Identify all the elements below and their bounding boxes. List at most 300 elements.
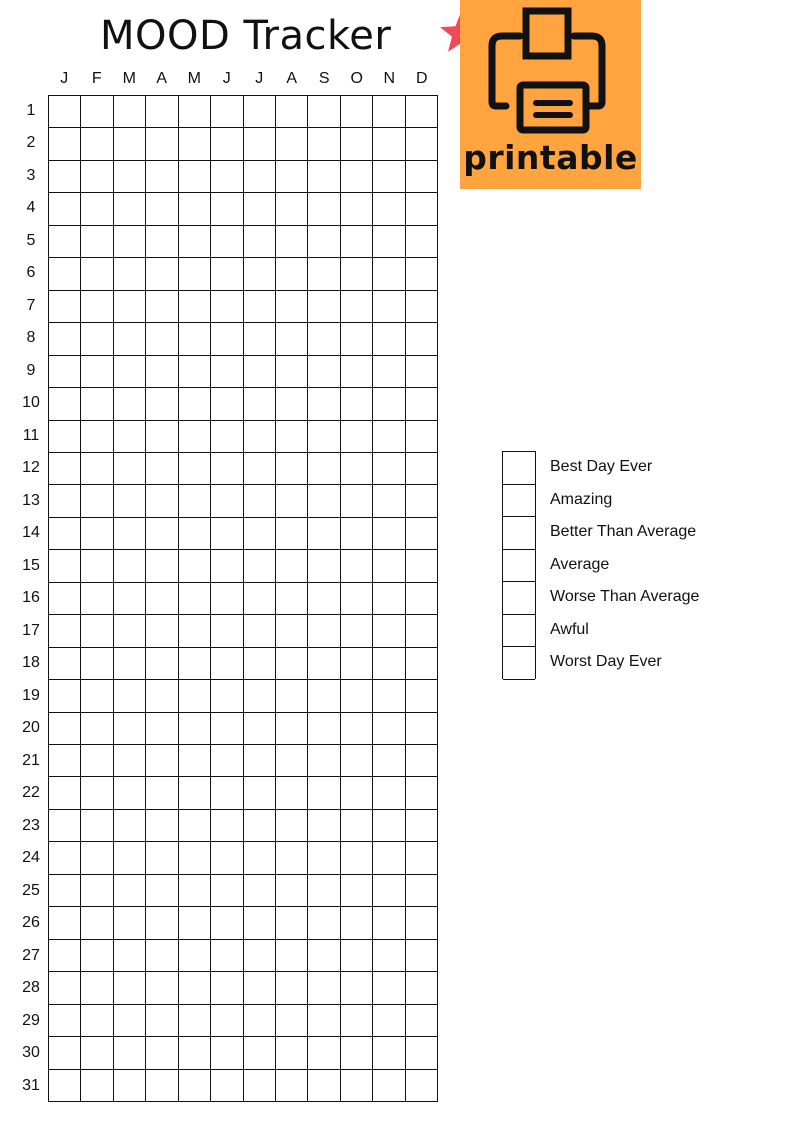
mood-cell[interactable]: [276, 96, 308, 128]
mood-cell[interactable]: [179, 648, 211, 680]
mood-cell[interactable]: [406, 842, 438, 874]
mood-cell[interactable]: [406, 226, 438, 258]
mood-cell[interactable]: [179, 323, 211, 355]
mood-cell[interactable]: [49, 128, 81, 160]
mood-cell[interactable]: [341, 421, 373, 453]
mood-cell[interactable]: [308, 907, 340, 939]
mood-cell[interactable]: [114, 1037, 146, 1069]
mood-cell[interactable]: [114, 193, 146, 225]
mood-cell[interactable]: [373, 907, 405, 939]
mood-cell[interactable]: [49, 258, 81, 290]
mood-cell[interactable]: [341, 518, 373, 550]
mood-cell[interactable]: [308, 680, 340, 712]
mood-cell[interactable]: [146, 485, 178, 517]
mood-cell[interactable]: [244, 550, 276, 582]
mood-cell[interactable]: [49, 1005, 81, 1037]
mood-cell[interactable]: [146, 453, 178, 485]
legend-color-box[interactable]: [503, 452, 535, 485]
mood-cell[interactable]: [114, 161, 146, 193]
mood-cell[interactable]: [308, 291, 340, 323]
mood-cell[interactable]: [276, 323, 308, 355]
mood-cell[interactable]: [406, 96, 438, 128]
mood-cell[interactable]: [49, 291, 81, 323]
mood-cell[interactable]: [114, 875, 146, 907]
mood-cell[interactable]: [276, 972, 308, 1004]
mood-cell[interactable]: [406, 291, 438, 323]
mood-cell[interactable]: [406, 1037, 438, 1069]
mood-cell[interactable]: [244, 226, 276, 258]
mood-cell[interactable]: [276, 940, 308, 972]
mood-cell[interactable]: [406, 875, 438, 907]
mood-cell[interactable]: [276, 550, 308, 582]
mood-cell[interactable]: [373, 713, 405, 745]
mood-cell[interactable]: [276, 680, 308, 712]
mood-cell[interactable]: [49, 453, 81, 485]
mood-cell[interactable]: [81, 940, 113, 972]
mood-cell[interactable]: [211, 453, 243, 485]
mood-cell[interactable]: [211, 518, 243, 550]
mood-cell[interactable]: [179, 810, 211, 842]
mood-cell[interactable]: [81, 356, 113, 388]
mood-cell[interactable]: [114, 745, 146, 777]
mood-cell[interactable]: [146, 128, 178, 160]
mood-cell[interactable]: [114, 810, 146, 842]
mood-cell[interactable]: [406, 1070, 438, 1102]
mood-cell[interactable]: [308, 193, 340, 225]
mood-cell[interactable]: [341, 1037, 373, 1069]
mood-cell[interactable]: [211, 323, 243, 355]
mood-cell[interactable]: [114, 713, 146, 745]
mood-cell[interactable]: [406, 940, 438, 972]
mood-cell[interactable]: [211, 258, 243, 290]
mood-cell[interactable]: [406, 258, 438, 290]
mood-cell[interactable]: [276, 713, 308, 745]
mood-cell[interactable]: [308, 356, 340, 388]
mood-cell[interactable]: [179, 745, 211, 777]
mood-cell[interactable]: [341, 485, 373, 517]
mood-cell[interactable]: [146, 161, 178, 193]
mood-cell[interactable]: [49, 518, 81, 550]
mood-cell[interactable]: [276, 291, 308, 323]
mood-cell[interactable]: [244, 1037, 276, 1069]
mood-cell[interactable]: [81, 745, 113, 777]
mood-cell[interactable]: [114, 226, 146, 258]
mood-cell[interactable]: [49, 161, 81, 193]
mood-cell[interactable]: [179, 388, 211, 420]
mood-cell[interactable]: [308, 323, 340, 355]
mood-cell[interactable]: [341, 96, 373, 128]
mood-cell[interactable]: [373, 96, 405, 128]
mood-cell[interactable]: [81, 583, 113, 615]
mood-cell[interactable]: [244, 356, 276, 388]
mood-cell[interactable]: [179, 842, 211, 874]
legend-color-box[interactable]: [503, 582, 535, 615]
mood-cell[interactable]: [341, 1005, 373, 1037]
mood-cell[interactable]: [146, 842, 178, 874]
mood-cell[interactable]: [49, 810, 81, 842]
mood-cell[interactable]: [308, 875, 340, 907]
mood-cell[interactable]: [211, 713, 243, 745]
mood-cell[interactable]: [308, 226, 340, 258]
mood-cell[interactable]: [81, 777, 113, 809]
mood-cell[interactable]: [341, 648, 373, 680]
mood-cell[interactable]: [341, 550, 373, 582]
mood-cell[interactable]: [81, 161, 113, 193]
mood-cell[interactable]: [308, 810, 340, 842]
mood-cell[interactable]: [406, 777, 438, 809]
mood-cell[interactable]: [179, 291, 211, 323]
mood-cell[interactable]: [49, 226, 81, 258]
legend-color-box[interactable]: [503, 615, 535, 648]
mood-cell[interactable]: [373, 810, 405, 842]
mood-cell[interactable]: [276, 388, 308, 420]
mood-cell[interactable]: [406, 485, 438, 517]
mood-cell[interactable]: [308, 583, 340, 615]
mood-cell[interactable]: [146, 777, 178, 809]
mood-cell[interactable]: [244, 518, 276, 550]
mood-cell[interactable]: [244, 777, 276, 809]
mood-cell[interactable]: [308, 1037, 340, 1069]
mood-cell[interactable]: [308, 96, 340, 128]
mood-cell[interactable]: [308, 518, 340, 550]
mood-cell[interactable]: [373, 875, 405, 907]
mood-cell[interactable]: [373, 1070, 405, 1102]
mood-cell[interactable]: [179, 680, 211, 712]
mood-cell[interactable]: [373, 128, 405, 160]
mood-cell[interactable]: [406, 421, 438, 453]
mood-cell[interactable]: [406, 745, 438, 777]
mood-cell[interactable]: [81, 648, 113, 680]
mood-cell[interactable]: [276, 777, 308, 809]
mood-cell[interactable]: [179, 550, 211, 582]
mood-cell[interactable]: [211, 777, 243, 809]
mood-cell[interactable]: [373, 226, 405, 258]
mood-cell[interactable]: [146, 1005, 178, 1037]
mood-cell[interactable]: [179, 356, 211, 388]
mood-cell[interactable]: [406, 323, 438, 355]
mood-cell[interactable]: [81, 972, 113, 1004]
mood-cell[interactable]: [146, 518, 178, 550]
mood-cell[interactable]: [179, 777, 211, 809]
mood-cell[interactable]: [211, 972, 243, 1004]
mood-cell[interactable]: [341, 1070, 373, 1102]
mood-cell[interactable]: [373, 745, 405, 777]
mood-cell[interactable]: [308, 940, 340, 972]
legend-color-box[interactable]: [503, 517, 535, 550]
mood-cell[interactable]: [308, 648, 340, 680]
mood-cell[interactable]: [211, 842, 243, 874]
mood-cell[interactable]: [373, 485, 405, 517]
mood-cell[interactable]: [179, 615, 211, 647]
mood-cell[interactable]: [373, 161, 405, 193]
mood-cell[interactable]: [114, 518, 146, 550]
mood-cell[interactable]: [244, 648, 276, 680]
mood-cell[interactable]: [179, 972, 211, 1004]
mood-cell[interactable]: [373, 291, 405, 323]
mood-cell[interactable]: [276, 161, 308, 193]
mood-cell[interactable]: [146, 713, 178, 745]
mood-cell[interactable]: [341, 810, 373, 842]
mood-cell[interactable]: [211, 940, 243, 972]
mood-cell[interactable]: [114, 421, 146, 453]
mood-cell[interactable]: [146, 810, 178, 842]
mood-cell[interactable]: [308, 161, 340, 193]
mood-cell[interactable]: [179, 713, 211, 745]
mood-cell[interactable]: [308, 388, 340, 420]
mood-cell[interactable]: [49, 1070, 81, 1102]
mood-cell[interactable]: [244, 907, 276, 939]
mood-cell[interactable]: [341, 323, 373, 355]
mood-cell[interactable]: [341, 388, 373, 420]
legend-color-box[interactable]: [503, 485, 535, 518]
mood-cell[interactable]: [114, 940, 146, 972]
mood-cell[interactable]: [114, 907, 146, 939]
mood-cell[interactable]: [114, 615, 146, 647]
mood-cell[interactable]: [244, 680, 276, 712]
mood-cell[interactable]: [81, 96, 113, 128]
mood-cell[interactable]: [211, 875, 243, 907]
mood-cell[interactable]: [211, 550, 243, 582]
mood-cell[interactable]: [341, 745, 373, 777]
mood-cell[interactable]: [114, 1070, 146, 1102]
mood-cell[interactable]: [179, 226, 211, 258]
mood-cell[interactable]: [49, 615, 81, 647]
mood-cell[interactable]: [81, 421, 113, 453]
mood-cell[interactable]: [49, 745, 81, 777]
mood-cell[interactable]: [276, 1005, 308, 1037]
mood-cell[interactable]: [308, 615, 340, 647]
mood-cell[interactable]: [81, 453, 113, 485]
mood-cell[interactable]: [373, 615, 405, 647]
mood-cell[interactable]: [81, 518, 113, 550]
mood-cell[interactable]: [146, 193, 178, 225]
mood-cell[interactable]: [49, 907, 81, 939]
mood-cell[interactable]: [244, 258, 276, 290]
mood-cell[interactable]: [49, 550, 81, 582]
mood-cell[interactable]: [179, 1070, 211, 1102]
mood-cell[interactable]: [406, 713, 438, 745]
mood-cell[interactable]: [244, 972, 276, 1004]
mood-cell[interactable]: [114, 258, 146, 290]
mood-cell[interactable]: [146, 648, 178, 680]
mood-cell[interactable]: [276, 226, 308, 258]
mood-cell[interactable]: [406, 550, 438, 582]
mood-cell[interactable]: [276, 453, 308, 485]
mood-cell[interactable]: [211, 810, 243, 842]
mood-cell[interactable]: [81, 485, 113, 517]
mood-cell[interactable]: [146, 258, 178, 290]
mood-cell[interactable]: [114, 485, 146, 517]
mood-cell[interactable]: [308, 258, 340, 290]
mood-cell[interactable]: [49, 875, 81, 907]
mood-cell[interactable]: [81, 713, 113, 745]
mood-cell[interactable]: [146, 745, 178, 777]
mood-cell[interactable]: [308, 842, 340, 874]
mood-cell[interactable]: [114, 128, 146, 160]
mood-cell[interactable]: [49, 583, 81, 615]
mood-cell[interactable]: [211, 1005, 243, 1037]
mood-cell[interactable]: [211, 745, 243, 777]
mood-cell[interactable]: [276, 875, 308, 907]
mood-cell[interactable]: [341, 161, 373, 193]
mood-cell[interactable]: [276, 745, 308, 777]
mood-cell[interactable]: [49, 940, 81, 972]
mood-cell[interactable]: [406, 518, 438, 550]
mood-cell[interactable]: [341, 940, 373, 972]
mood-cell[interactable]: [341, 356, 373, 388]
mood-cell[interactable]: [406, 388, 438, 420]
mood-cell[interactable]: [179, 421, 211, 453]
mood-cell[interactable]: [373, 258, 405, 290]
mood-cell[interactable]: [406, 128, 438, 160]
mood-cell[interactable]: [373, 777, 405, 809]
mood-cell[interactable]: [114, 388, 146, 420]
mood-cell[interactable]: [81, 810, 113, 842]
mood-cell[interactable]: [81, 550, 113, 582]
mood-cell[interactable]: [146, 680, 178, 712]
mood-cell[interactable]: [49, 680, 81, 712]
mood-cell[interactable]: [341, 291, 373, 323]
mood-cell[interactable]: [308, 453, 340, 485]
mood-cell[interactable]: [146, 421, 178, 453]
mood-cell[interactable]: [373, 550, 405, 582]
mood-cell[interactable]: [146, 583, 178, 615]
mood-cell[interactable]: [49, 421, 81, 453]
mood-cell[interactable]: [179, 453, 211, 485]
mood-cell[interactable]: [308, 745, 340, 777]
mood-cell[interactable]: [373, 1037, 405, 1069]
mood-cell[interactable]: [146, 291, 178, 323]
mood-cell[interactable]: [308, 777, 340, 809]
mood-cell[interactable]: [81, 842, 113, 874]
mood-cell[interactable]: [276, 648, 308, 680]
mood-cell[interactable]: [146, 323, 178, 355]
mood-cell[interactable]: [146, 226, 178, 258]
mood-cell[interactable]: [49, 323, 81, 355]
mood-cell[interactable]: [406, 907, 438, 939]
mood-cell[interactable]: [179, 485, 211, 517]
mood-cell[interactable]: [244, 291, 276, 323]
mood-cell[interactable]: [308, 421, 340, 453]
mood-cell[interactable]: [211, 291, 243, 323]
mood-cell[interactable]: [211, 615, 243, 647]
mood-cell[interactable]: [211, 388, 243, 420]
mood-cell[interactable]: [81, 258, 113, 290]
mood-cell[interactable]: [406, 453, 438, 485]
mood-cell[interactable]: [276, 1037, 308, 1069]
mood-cell[interactable]: [81, 1037, 113, 1069]
mood-cell[interactable]: [179, 96, 211, 128]
mood-cell[interactable]: [276, 356, 308, 388]
mood-cell[interactable]: [49, 713, 81, 745]
mood-cell[interactable]: [81, 323, 113, 355]
mood-cell[interactable]: [373, 842, 405, 874]
mood-cell[interactable]: [341, 972, 373, 1004]
mood-cell[interactable]: [49, 972, 81, 1004]
mood-cell[interactable]: [373, 940, 405, 972]
mood-cell[interactable]: [244, 583, 276, 615]
mood-cell[interactable]: [211, 1070, 243, 1102]
mood-cell[interactable]: [179, 907, 211, 939]
mood-cell[interactable]: [114, 583, 146, 615]
mood-cell[interactable]: [244, 615, 276, 647]
mood-cell[interactable]: [179, 1005, 211, 1037]
mood-cell[interactable]: [81, 128, 113, 160]
mood-cell[interactable]: [81, 226, 113, 258]
mood-cell[interactable]: [81, 1070, 113, 1102]
mood-cell[interactable]: [341, 258, 373, 290]
mood-cell[interactable]: [341, 453, 373, 485]
mood-cell[interactable]: [406, 161, 438, 193]
mood-cell[interactable]: [341, 907, 373, 939]
mood-cell[interactable]: [373, 680, 405, 712]
mood-cell[interactable]: [244, 388, 276, 420]
mood-cell[interactable]: [406, 648, 438, 680]
mood-cell[interactable]: [373, 453, 405, 485]
mood-cell[interactable]: [146, 96, 178, 128]
mood-cell[interactable]: [308, 1005, 340, 1037]
mood-cell[interactable]: [81, 907, 113, 939]
mood-cell[interactable]: [308, 972, 340, 1004]
mood-cell[interactable]: [341, 875, 373, 907]
mood-cell[interactable]: [406, 583, 438, 615]
mood-cell[interactable]: [114, 453, 146, 485]
legend-color-box[interactable]: [503, 550, 535, 583]
mood-cell[interactable]: [341, 777, 373, 809]
mood-cell[interactable]: [244, 193, 276, 225]
mood-cell[interactable]: [114, 842, 146, 874]
mood-cell[interactable]: [211, 648, 243, 680]
mood-cell[interactable]: [308, 485, 340, 517]
mood-cell[interactable]: [81, 1005, 113, 1037]
mood-cell[interactable]: [211, 907, 243, 939]
mood-cell[interactable]: [114, 96, 146, 128]
mood-cell[interactable]: [406, 972, 438, 1004]
mood-cell[interactable]: [308, 713, 340, 745]
mood-cell[interactable]: [211, 128, 243, 160]
mood-cell[interactable]: [179, 583, 211, 615]
mood-cell[interactable]: [81, 680, 113, 712]
mood-cell[interactable]: [276, 907, 308, 939]
mood-cell[interactable]: [341, 680, 373, 712]
mood-cell[interactable]: [244, 745, 276, 777]
mood-cell[interactable]: [244, 810, 276, 842]
mood-cell[interactable]: [276, 1070, 308, 1102]
mood-cell[interactable]: [406, 193, 438, 225]
mood-cell[interactable]: [49, 1037, 81, 1069]
mood-cell[interactable]: [179, 875, 211, 907]
mood-cell[interactable]: [373, 583, 405, 615]
mood-cell[interactable]: [146, 875, 178, 907]
mood-cell[interactable]: [49, 777, 81, 809]
mood-cell[interactable]: [179, 193, 211, 225]
mood-cell[interactable]: [244, 421, 276, 453]
mood-cell[interactable]: [341, 615, 373, 647]
mood-cell[interactable]: [211, 680, 243, 712]
mood-cell[interactable]: [211, 226, 243, 258]
mood-cell[interactable]: [406, 1005, 438, 1037]
mood-cell[interactable]: [244, 453, 276, 485]
mood-cell[interactable]: [114, 291, 146, 323]
mood-cell[interactable]: [341, 842, 373, 874]
mood-cell[interactable]: [244, 485, 276, 517]
mood-cell[interactable]: [49, 356, 81, 388]
mood-cell[interactable]: [276, 421, 308, 453]
mood-cell[interactable]: [373, 421, 405, 453]
mood-cell[interactable]: [81, 193, 113, 225]
mood-cell[interactable]: [244, 1070, 276, 1102]
mood-cell[interactable]: [114, 648, 146, 680]
